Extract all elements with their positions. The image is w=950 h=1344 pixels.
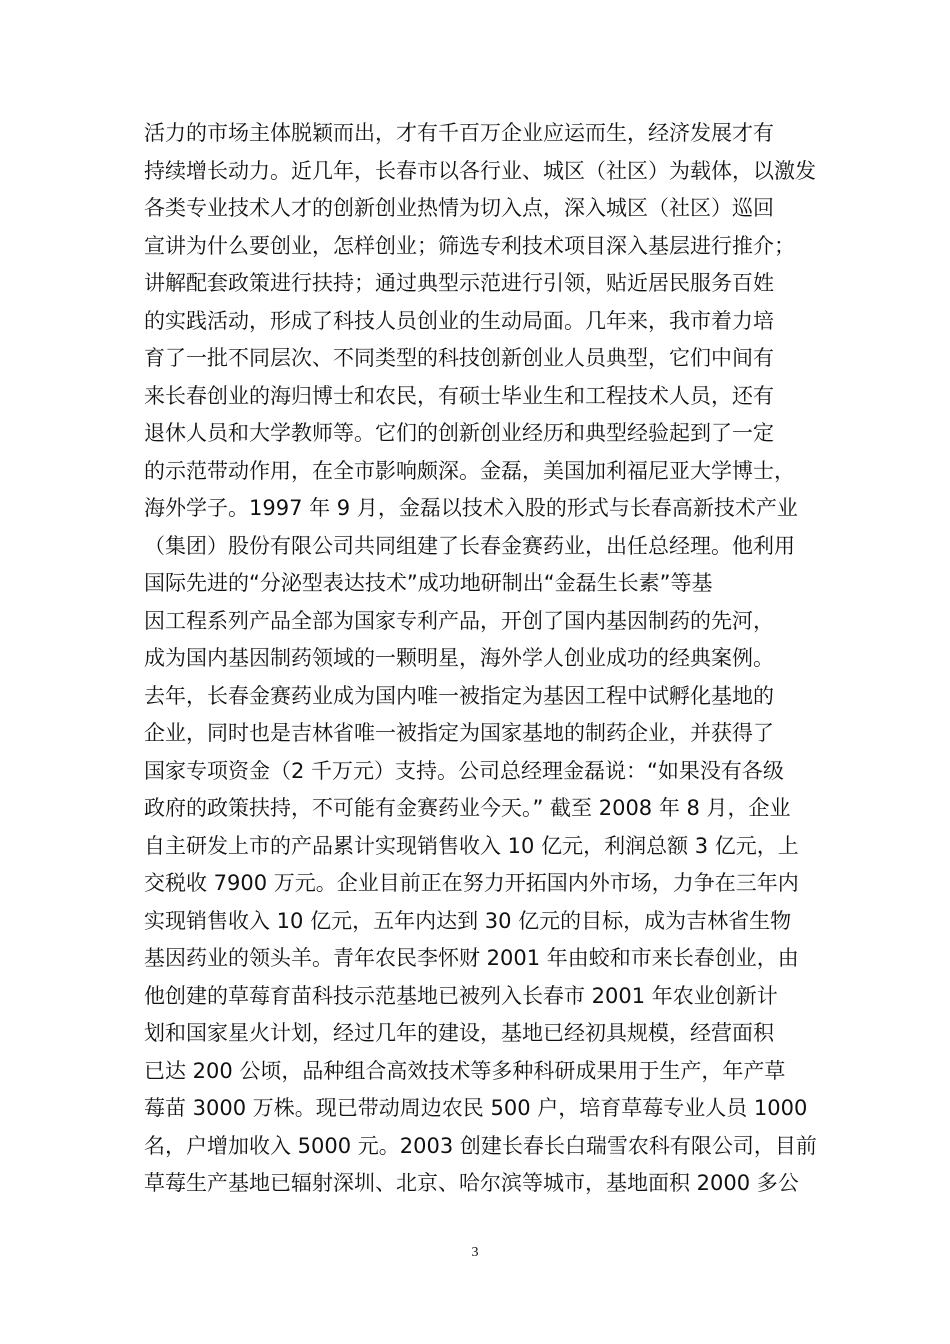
text-line: 育了一批不同层次、不同类型的科技创新创业人员典型，它们中间有 <box>144 346 774 370</box>
text-line: 海外学子。1997 年 9 月，金磊以技术入股的形式与长春高新技术产业 <box>144 496 798 520</box>
text-line: 的示范带动作用，在全市影响颇深。金磊，美国加利福尼亚大学博士， <box>144 458 795 483</box>
text-line: 自主研发上市的产品累计实现销售收入 10 亿元，利润总额 3 亿元，上 <box>144 833 799 858</box>
text-line: 因工程系列产品全部为国家专利产品，开创了国内基因制药的先河， <box>144 608 774 633</box>
text-line: 成为国内基因制药领域的一颗明星，海外学人创业成功的经典案例。 <box>144 646 774 670</box>
text-line: 退休人员和大学教师等。它们的创新创业经历和典型经验起到了一定 <box>144 421 774 445</box>
text-line: 实现销售收入 10 亿元，五年内达到 30 亿元的目标，成为吉林省生物 <box>144 908 792 933</box>
text-line: 活力的市场主体脱颖而出，才有千百万企业应运而生，经济发展才有 <box>144 121 774 145</box>
page-number: 3 <box>471 1245 479 1260</box>
text-line: 讲解配套政策进行扶持；通过典型示范进行引领，贴近居民服务百姓 <box>144 271 774 295</box>
text-line: 宣讲为什么要创业，怎样创业；筛选专利技术项目深入基层进行推介； <box>144 233 795 258</box>
text-line: 他创建的草莓育苗科技示范基地已被列入长春市 2001 年农业创新计 <box>144 983 778 1008</box>
text-line: 已达 200 公顷，品种组合高效技术等多种科研成果用于生产，年产草 <box>144 1058 786 1083</box>
text-line: 国际先进的“分泌型表达技术”成功地研制出“金磊生长素”等基 <box>144 571 713 595</box>
text-line: 交税收 7900 万元。企业目前正在努力开拓国内外市场，力争在三年内 <box>144 871 799 895</box>
text-line: 的实践活动，形成了科技人员创业的生动局面。几年来，我市着力培 <box>144 308 774 333</box>
text-line: 来长春创业的海归博士和农民，有硕士毕业生和工程技术人员，还有 <box>144 383 774 408</box>
text-line: 划和国家星火计划，经过几年的建设，基地已经初具规模，经营面积 <box>144 1021 774 1045</box>
text-line: 草莓生产基地已辐射深圳、北京、哈尔滨等城市，基地面积 2000 多公 <box>144 1171 799 1195</box>
text-line: 国家专项资金（2 千万元）支持。公司总经理金磊说：“如果没有各级 <box>144 758 784 783</box>
text-line: 去年，长春金赛药业成为国内唯一被指定为基因工程中试孵化基地的 <box>144 683 774 708</box>
text-line: 政府的政策扶持，不可能有金赛药业今天。” 截至 2008 年 8 月，企业 <box>144 796 791 820</box>
body-paragraph <box>144 115 817 1203</box>
text-line: 各类专业技术人才的创新创业热情为切入点，深入城区（社区）巡回 <box>144 196 774 220</box>
text-line: （集团）股份有限公司共同组建了长春金赛药业，出任总经理。他利用 <box>144 533 795 558</box>
text-line: 莓苗 3000 万株。现已带动周边农民 500 户，培育草莓专业人员 1000 <box>144 1096 808 1120</box>
text-line: 持续增长动力。近几年，长春市以各行业、城区（社区）为载体，以激发 <box>144 158 816 183</box>
text-line: 名，户增加收入 5000 元。2003 创建长春长白瑞雪农科有限公司，目前 <box>144 1133 817 1158</box>
text-line: 基因药业的领头羊。青年农民李怀财 2001 年由蛟和市来长春创业，由 <box>144 946 799 970</box>
text-line: 企业，同时也是吉林省唯一被指定为国家基地的制药企业，并获得了 <box>144 721 774 745</box>
